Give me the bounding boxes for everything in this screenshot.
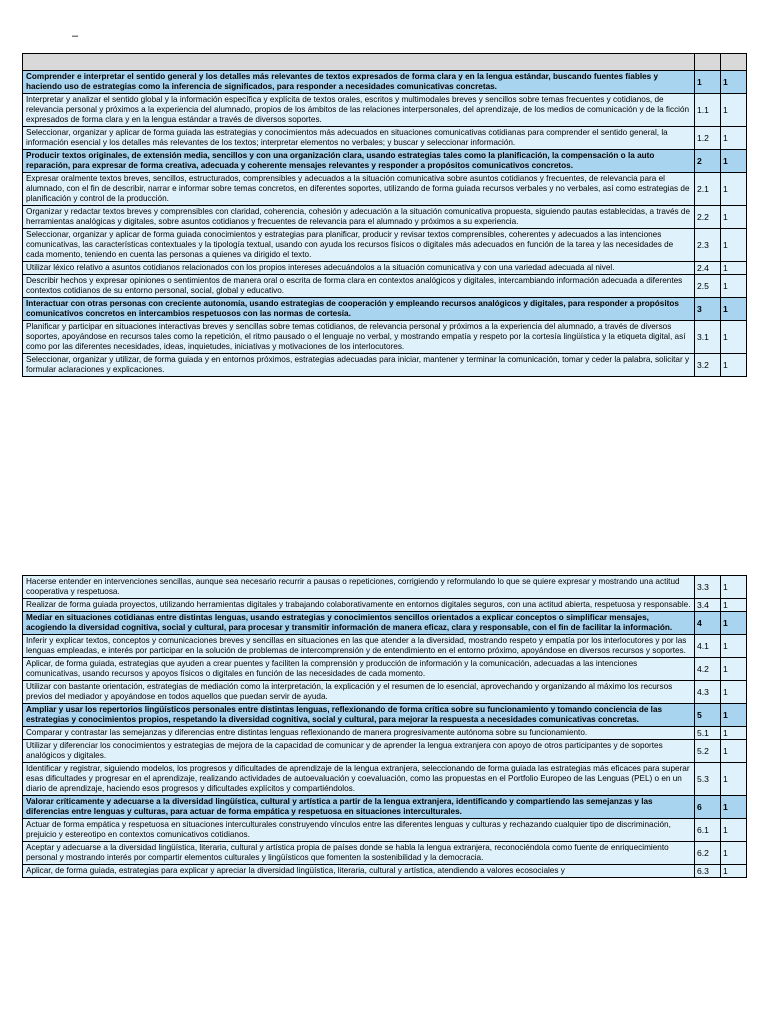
criterion-row: [23, 658, 747, 681]
criterion-text: Planificar y participar en situaciones interactivas breves y sencillas sobre temas cotidianos, de relevancia personal y próximos a la experiencia del alumnado, a través de diversos soportes, apoyándose en recursos tales como la repetición, el ritmo pausado o el lenguaje no verbal, y mostrando empatía y respeto por la cortesía lingüística y la etiqueta digital, así como por las diferentes necesidades, ideas, inquietudes, iniciativas y motivaciones de los interlocutores.: [23, 321, 695, 354]
criterion-text: Utilizar y diferenciar los conocimientos y estrategias de mejora de la capacidad de comunicar y de aprender la lengua extranjera con apoyo de otros participantes y de soportes analógicos y digitales.: [23, 740, 695, 763]
criterion-value: 1: [721, 796, 747, 819]
criterion-code: 4: [695, 612, 721, 635]
criterion-code: 4.1: [695, 635, 721, 658]
criterion-row: [23, 576, 747, 599]
criterion-text: Aplicar, de forma guiada, estrategias para explicar y apreciar la diversidad lingüística, literaria, cultural y artística, atendiendo a valores ecosociales y: [23, 865, 695, 878]
criterion-row: [23, 819, 747, 842]
criterion-value: 1: [721, 71, 747, 94]
criterion-code: 3: [695, 298, 721, 321]
criterion-value: 1: [721, 354, 747, 377]
criterion-value: 1: [721, 150, 747, 173]
criterion-code: 3.2: [695, 354, 721, 377]
criterion-code: 5: [695, 704, 721, 727]
criteria-table-1: [22, 53, 747, 377]
criterion-text: Aceptar y adecuarse a la diversidad lingüística, literaria, cultural y artística propia de países donde se habla la lengua extranjera, reconociéndola como fuente de enriquecimiento personal y mostrando interés por compartir elementos culturales y lingüísticos que fomenten la sostenibilidad y la democracia.: [23, 842, 695, 865]
table-header-row: [23, 54, 747, 71]
criterion-row: [23, 865, 747, 878]
criterion-text: Seleccionar, organizar y aplicar de forma guiada las estrategias y conocimientos más adecuados en situaciones comunicativas cotidianas para comprender el sentido general, la información esencial y los detalles más relevantes de los textos; interpretar elementos no verbales; y buscar y seleccionar información.: [23, 127, 695, 150]
criterion-row: [23, 173, 747, 206]
criterion-code: 3.3: [695, 576, 721, 599]
criterion-row: [23, 262, 747, 275]
criteria-table-2: [22, 575, 747, 878]
criterion-text: Valorar críticamente y adecuarse a la diversidad lingüística, cultural y artística a partir de la lengua extranjera, identificando y compartiendo las semejanzas y las diferencias entre lenguas y culturas, para actuar de forma empática y respetuosa en situaciones interculturales.: [23, 796, 695, 819]
criterion-code: 2.3: [695, 229, 721, 262]
criterion-value: 1: [721, 127, 747, 150]
criterion-code: 5.1: [695, 727, 721, 740]
criterion-value: 1: [721, 635, 747, 658]
header-cell: [721, 54, 747, 71]
criterion-text: Actuar de forma empática y respetuosa en situaciones interculturales construyendo vínculos entre las diferentes lenguas y culturas y rechazando cualquier tipo de discriminación, prejuicio y estereotipo en contextos comunicativos cotidianos.: [23, 819, 695, 842]
criterion-text: Realizar de forma guiada proyectos, utilizando herramientas digitales y trabajando colaborativamente en entornos digitales seguros, con una actitud abierta, respetuosa y responsable.: [23, 599, 695, 612]
criterion-code: 2.1: [695, 173, 721, 206]
criterion-row: [23, 599, 747, 612]
criterion-code: 3.4: [695, 599, 721, 612]
criterion-code: 6: [695, 796, 721, 819]
criterion-code: 1: [695, 71, 721, 94]
criterion-code: 1.1: [695, 94, 721, 127]
criterion-row: [23, 94, 747, 127]
criterion-value: 1: [721, 599, 747, 612]
criterion-text: Inferir y explicar textos, conceptos y comunicaciones breves y sencillas en situaciones en las que atender a la diversidad, mostrando respeto y empatía por los interlocutores y por las lenguas empleadas, e interés por participar en la solución de problemas de intercomprensión y de entendimiento en el entorno próximo, apoyándose en diversos recursos y soportes.: [23, 635, 695, 658]
criterion-value: 1: [721, 704, 747, 727]
criterion-value: 1: [721, 206, 747, 229]
criterion-code: 4.3: [695, 681, 721, 704]
criterion-row: [23, 229, 747, 262]
criterion-text: Ampliar y usar los repertorios lingüísticos personales entre distintas lenguas, reflexionando de forma crítica sobre su funcionamiento y tomando conciencia de las estrategias y conocimientos propios, respetando la diversidad cognitiva, social y cultural, para mejorar la respuesta a necesidades comunicativas concretas.: [23, 704, 695, 727]
criterion-row: [23, 275, 747, 298]
criterion-row: [23, 354, 747, 377]
criterion-text: Mediar en situaciones cotidianas entre distintas lenguas, usando estrategias y conocimientos sencillos orientados a explicar conceptos o simplificar mensajes, acogiendo la diversidad cognitiva, social y cultural, para procesar y transmitir información de manera eficaz, clara y responsable, con el fin de facilitar la información.: [23, 612, 695, 635]
criterion-code: 3.1: [695, 321, 721, 354]
competence-row: [23, 796, 747, 819]
criterion-text: Describir hechos y expresar opiniones o sentimientos de manera oral o escrita de forma clara en contextos analógicos y digitales, intercambiando información adecuada a diferentes contextos cotidianos de su entorno personal, social, global y educativo.: [23, 275, 695, 298]
criterion-text: Organizar y redactar textos breves y comprensibles con claridad, coherencia, cohesión y adecuación a la situación comunicativa propuesta, siguiendo pautas establecidas, a través de herramientas analógicas y digitales, sobre asuntos cotidianos y frecuentes de relevancia para el alumnado y próximos a su experiencia.: [23, 206, 695, 229]
criterion-code: 5.3: [695, 763, 721, 796]
criterion-text: Comparar y contrastar las semejanzas y diferencias entre distintas lenguas reflexionando de manera progresivamente autónoma sobre su funcionamiento.: [23, 727, 695, 740]
criterion-code: 6.3: [695, 865, 721, 878]
criterion-row: [23, 727, 747, 740]
criterion-text: Interactuar con otras personas con creciente autonomía, usando estrategias de cooperación y empleando recursos analógicos y digitales, para responder a propósitos comunicativos concretos en intercambios respetuosos con las normas de cortesía.: [23, 298, 695, 321]
criterion-row: [23, 763, 747, 796]
criterion-row: [23, 681, 747, 704]
page-dash: –: [72, 30, 79, 42]
criterion-row: [23, 206, 747, 229]
criterion-text: Utilizar léxico relativo a asuntos cotidianos relacionados con los propios intereses adecuándolos a la situación comunicativa y con una variedad adecuada al nivel.: [23, 262, 695, 275]
criterion-value: 1: [721, 658, 747, 681]
criterion-value: 1: [721, 612, 747, 635]
criterion-row: [23, 635, 747, 658]
criterion-code: 2.2: [695, 206, 721, 229]
criterion-value: 1: [721, 842, 747, 865]
competence-row: [23, 612, 747, 635]
criterion-value: 1: [721, 681, 747, 704]
criterion-text: Expresar oralmente textos breves, sencillos, estructurados, comprensibles y adecuados a la situación comunicativa sobre asuntos cotidianos y frecuentes, de relevancia para el alumnado, con el fin de describir, narrar e informar sobre temas concretos, en diferentes soportes, utilizando de forma guiada recursos verbales y no verbales, así como estrategias de planificación y control de la producción.: [23, 173, 695, 206]
criterion-text: Utilizar con bastante orientación, estrategias de mediación como la interpretación, la explicación y el resumen de lo esencial, aprovechando y organizando al máximo los recursos previos del mediador y apoyándose en todos aquellos que puedan servir de ayuda.: [23, 681, 695, 704]
criterion-text: Aplicar, de forma guiada, estrategias que ayuden a crear puentes y faciliten la comprensión y producción de información y la comunicación, adecuadas a las intenciones comunicativas, usando recursos y apoyos físicos o digitales en función de las necesidades de cada momento.: [23, 658, 695, 681]
criterion-value: 1: [721, 819, 747, 842]
competence-row: [23, 298, 747, 321]
criterion-text: Seleccionar, organizar y utilizar, de forma guiada y en entornos próximos, estrategias adecuadas para iniciar, mantener y terminar la comunicación, tomar y ceder la palabra, solicitar y formular aclaraciones y explicaciones.: [23, 354, 695, 377]
criterion-text: Hacerse entender en intervenciones sencillas, aunque sea necesario recurrir a pausas o repeticiones, corrigiendo y reformulando lo que se quiere expresar y mostrando una actitud cooperativa y respetuosa.: [23, 576, 695, 599]
header-cell: [23, 54, 695, 71]
criterion-row: [23, 740, 747, 763]
criterion-text: Producir textos originales, de extensión media, sencillos y con una organización clara, usando estrategias tales como la planificación, la compensación o la auto reparación, para expresar de forma creativa, adecuada y coherente mensajes relevantes y responder a propósitos comunicativos concretos.: [23, 150, 695, 173]
criterion-text: Seleccionar, organizar y aplicar de forma guiada conocimientos y estrategias para planificar, producir y revisar textos comprensibles, coherentes y adecuados a las intenciones comunicativas, las características contextuales y la tipología textual, usando con ayuda los recursos físicos o digitales más adecuados en función de la tarea y las necesidades de cada momento, teniendo en cuenta las personas a quienes va dirigido el texto.: [23, 229, 695, 262]
criterion-text: Interpretar y analizar el sentido global y la información específica y explícita de textos orales, escritos y multimodales breves y sencillos sobre temas frecuentes y cotidianos, de relevancia personal y próximos a la experiencia del alumnado, propios de los ámbitos de las relaciones interpersonales, del aprendizaje, de los medios de comunicación y de la ficción expresados de forma clara y en la lengua estándar a través de diversos soportes.: [23, 94, 695, 127]
criterion-row: [23, 321, 747, 354]
criterion-code: 4.2: [695, 658, 721, 681]
criterion-row: [23, 842, 747, 865]
criterion-code: 6.1: [695, 819, 721, 842]
criterion-value: 1: [721, 576, 747, 599]
criterion-value: 1: [721, 727, 747, 740]
competence-row: [23, 71, 747, 94]
criterion-code: 6.2: [695, 842, 721, 865]
criterion-value: 1: [721, 298, 747, 321]
header-cell: [695, 54, 721, 71]
criterion-code: 2.4: [695, 262, 721, 275]
criterion-value: 1: [721, 865, 747, 878]
competence-row: [23, 150, 747, 173]
criterion-value: 1: [721, 262, 747, 275]
criterion-text: Comprender e interpretar el sentido general y los detalles más relevantes de textos expresados de forma clara y en la lengua estándar, buscando fuentes fiables y haciendo uso de estrategias como la inferencia de significados, para responder a necesidades comunicativas concretas.: [23, 71, 695, 94]
criterion-value: 1: [721, 229, 747, 262]
criterion-text: Identificar y registrar, siguiendo modelos, los progresos y dificultades de aprendizaje de la lengua extranjera, seleccionando de forma guiada las estrategias más eficaces para superar esas dificultades y progresar en el aprendizaje, realizando actividades de autoevaluación y coevaluación, como las propuestas en el Portfolio Europeo de las Lenguas (PEL) o en un diario de aprendizaje, haciendo esos progresos y dificultades explícitos y compartiéndolos.: [23, 763, 695, 796]
criterion-code: 5.2: [695, 740, 721, 763]
criterion-code: 2.5: [695, 275, 721, 298]
criterion-value: 1: [721, 740, 747, 763]
criterion-code: 2: [695, 150, 721, 173]
criterion-value: 1: [721, 94, 747, 127]
criterion-code: 1.2: [695, 127, 721, 150]
criterion-value: 1: [721, 321, 747, 354]
criterion-value: 1: [721, 173, 747, 206]
criterion-value: 1: [721, 275, 747, 298]
competence-row: [23, 704, 747, 727]
criterion-value: 1: [721, 763, 747, 796]
criterion-row: [23, 127, 747, 150]
